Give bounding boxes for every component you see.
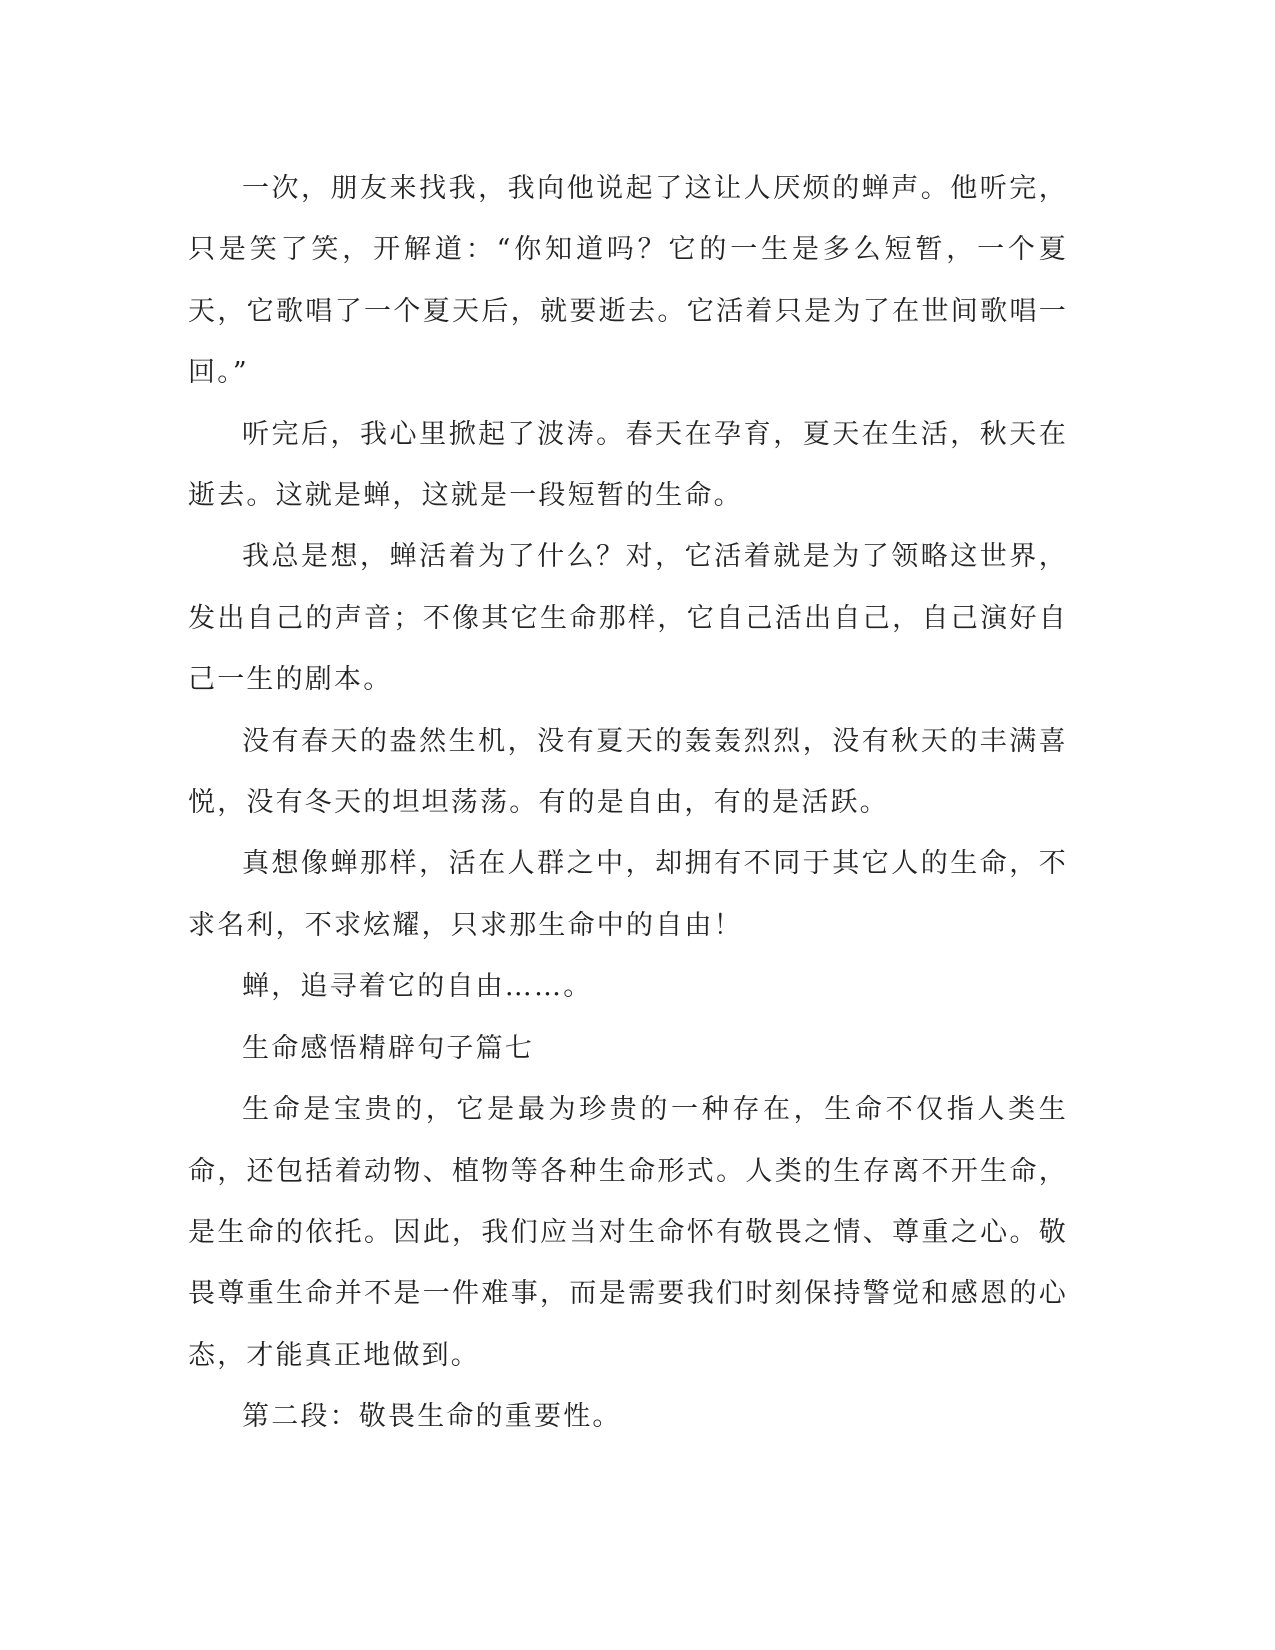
paragraph-freedom: 蝉，追寻着它的自由……。 bbox=[242, 971, 593, 1003]
section-heading: 生命感悟精辟句子篇七 bbox=[242, 1032, 534, 1064]
paragraph-seasons: 没有春天的盎然生机，没有夏天的轰轰烈烈，没有秋天的丰满喜悦，没有冬天的坦坦荡荡。有的是自由，有的是活跃。 bbox=[188, 725, 1068, 819]
document-body bbox=[188, 158, 1068, 1448]
paragraph-wish: 真想像蝉那样，活在人群之中，却拥有不同于其它人的生命，不求名利，不求炫耀，只求那生命中的自由！ bbox=[188, 848, 1068, 941]
paragraph-why-live: 我总是想，蝉活着为了什么？对，它活着就是为了领略这世界，发出自己的声音；不像其它生命那样，它自己活出自己，自己演好自己一生的剧本。 bbox=[188, 541, 1068, 696]
paragraph-cicada-sound: 一次，朋友来找我，我向他说起了这让人厌烦的蝉声。他听完，只是笑了笑，开解道：“你知道吗？它的一生是多么短暂，一个夏天，它歌唱了一个夏天后，就要逝去。它活着只是为了在世间歌唱一回。” bbox=[188, 173, 1068, 389]
paragraph-life-precious: 生命是宝贵的，它是最为珍贵的一种存在，生命不仅指人类生命，还包括着动物、植物等各种生命形式。人类的生存离不开生命，是生命的依托。因此，我们应当对生命怀有敬畏之情、尊重之心。敬畏尊重生命并不是一件难事，而是需要我们时刻保持警觉和感恩的心态，才能真正地做到。 bbox=[188, 1094, 1068, 1371]
paragraph-after-listening: 听完后，我心里掀起了波涛。春天在孕育，夏天在生活，秋天在逝去。这就是蝉，这就是一段短暂的生命。 bbox=[188, 418, 1068, 512]
paragraph-second-section: 第二段：敬畏生命的重要性。 bbox=[242, 1401, 622, 1433]
